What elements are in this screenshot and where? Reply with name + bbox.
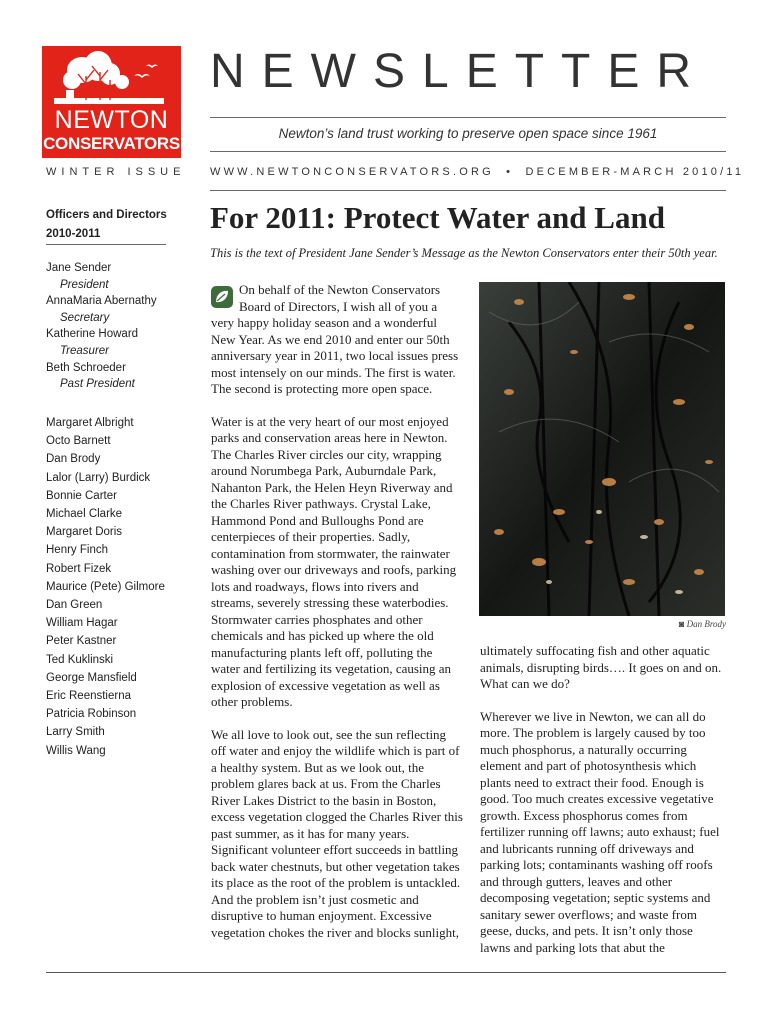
logo-wordmark-newton: NEWTON (54, 106, 169, 134)
sidebar-heading-text: Officers and Directors (46, 209, 167, 221)
director-name: Michael Clarke (46, 508, 123, 521)
director-name: Bonnie Carter (46, 489, 117, 502)
director-name: Peter Kastner (46, 635, 117, 648)
director-name: George Mansfield (46, 671, 137, 684)
officer-name: Beth Schroeder (46, 361, 126, 374)
director-name: Larry Smith (46, 726, 105, 739)
tree-landscape-icon (42, 46, 181, 108)
article-column-2 (480, 643, 723, 972)
footer-rule (46, 972, 726, 973)
masthead-rule-bottom (210, 190, 726, 191)
officer-role: President (60, 278, 109, 291)
director-name: Maurice (Pete) Gilmore (46, 580, 165, 593)
article-headline: For 2011: Protect Water and Land (210, 200, 665, 235)
logo-wordmark-conservators: CONSERVATORS (43, 134, 180, 153)
director-name: Robert Fizek (46, 562, 112, 575)
article-paragraph: Wherever we live in Newton, we can all do more. The problem is largely caused by too much phosphorus, a naturally occurring element and part of photosynthesis which plants need to extract their food. Enough is good. Too much creates excessive vegetative growth. Excess phosphorus comes from fertilizer running off lawns; auto exhaust; fuel and lubricants running off driveways and parking lots; contaminants washing off roofs and through gutters, leaves and other decomposing vegetation; septic systems and sanitary sewer overflows; and waste from geese, ducks, and pets. It isn’t only those lawns and parking lots that abut the (480, 708, 720, 955)
director-name: Patricia Robinson (46, 708, 137, 721)
article-paragraph: We all love to look out, see the sun reflecting off water and enjoy the wildlife which is part of a healthy system. But as we look out, the problem glares back at us. From the Charles River Lakes District to the basin in Boston, excess vegetation clogged the Charles River this past summer, as it has for many years. Significant volunteer effort succeeds in battling back water chestnuts, but other vegetation takes its place as the root of the problem is untackled. And the problem isn’t just cosmetic and disruptive to human enjoyment. Excessive vegetation chokes the river and blocks sunlight, (211, 726, 463, 940)
masthead-rule-middle (210, 151, 726, 152)
officer-role: Treasurer (60, 344, 109, 357)
issue-label: WINTER ISSUE (46, 166, 186, 178)
director-name: Margaret Albright (46, 417, 134, 429)
pond-reflection-photo (479, 282, 725, 616)
officer-name: Katherine Howard (46, 328, 139, 341)
article-paragraph (211, 282, 463, 398)
sidebar-rule (46, 244, 166, 245)
director-name: Lalor (Larry) Burdick (46, 471, 151, 484)
article-column-1 (211, 282, 463, 957)
sidebar-heading (46, 206, 167, 244)
officer-name: AnnaMaria Abernathy (46, 295, 157, 308)
article-paragraph: Water is at the very heart of our most enjoyed parks and conservation areas here in Newton. The Charles River circles our city, wrapping around Norumbega Park, Auburndale Park, Nahanton Park, the Helen Heyn Riverway and the Charles River pathways. Crystal Lake, Hammond Pond and Bulloughs Pond are centerpieces of their properties. Sadly, contamination from stormwater, the rainwater washing over our driveways and roofs, parking lots and roadways, flows into rivers and streams, severely stressing these waterbodies. Stormwater carries phosphates and other chemicals and has picked up where the old manufacturing plants left off, polluting the water and fertilizing its vegetation, causing an explosion of excessive vegetation as well as other problems. (211, 413, 457, 709)
masthead-tagline: Newton’s land trust working to preserve open space since 1961 (278, 126, 658, 141)
officer-role: Secretary (60, 311, 110, 324)
photo-credit (640, 619, 726, 629)
sidebar-term: 2010-2011 (46, 228, 101, 240)
director-name: Octo Barnett (46, 435, 111, 448)
masthead-rule-top (210, 117, 726, 118)
camera-icon: ◙ (678, 619, 685, 629)
issue-date: DECEMBER-MARCH 2010/11 (525, 166, 745, 178)
masthead-info-line (210, 166, 745, 178)
leaf-badge-icon (211, 286, 233, 308)
directors-list (46, 414, 165, 760)
article-subhead: This is the text of President Jane Sender’s Message as the Newton Conservators enter their 50th year. (210, 246, 718, 260)
officer-name: Jane Sender (46, 262, 112, 274)
article-paragraph: ultimately suffocating fish and other aquatic animals, disrupting birds…. It goes on and on. What can we do? (480, 643, 722, 691)
director-name: Henry Finch (46, 544, 108, 557)
director-name: Ted Kuklinski (46, 653, 114, 666)
newton-conservators-logo (42, 46, 181, 158)
website-link[interactable]: WWW.NEWTONCONSERVATORS.ORG (210, 166, 494, 178)
article-paragraph-text: On behalf of the Newton Conservators Board of Directors, I wish all of you a very happy holiday season and a wonderful New Year. As we end 2010 and enter our 50th anniversary year in 2011, two local issues press most intensely on our minds. The first is water. The second is protecting more open space. (211, 282, 459, 396)
newsletter-title: NEWSLETTER (210, 45, 709, 98)
director-name: Margaret Doris (46, 526, 123, 539)
director-name: Dan Brody (46, 453, 101, 466)
director-name: Eric Reenstierna (46, 690, 132, 703)
director-name: Dan Green (46, 599, 103, 612)
director-name: William Hagar (46, 617, 118, 630)
photo-credit-text: Dan Brody (686, 619, 726, 629)
officers-list (46, 260, 157, 393)
director-name: Willis Wang (46, 744, 106, 757)
separator-bullet: • (506, 166, 514, 178)
photo-illustration (479, 282, 725, 616)
officer-role: Past President (60, 378, 135, 391)
